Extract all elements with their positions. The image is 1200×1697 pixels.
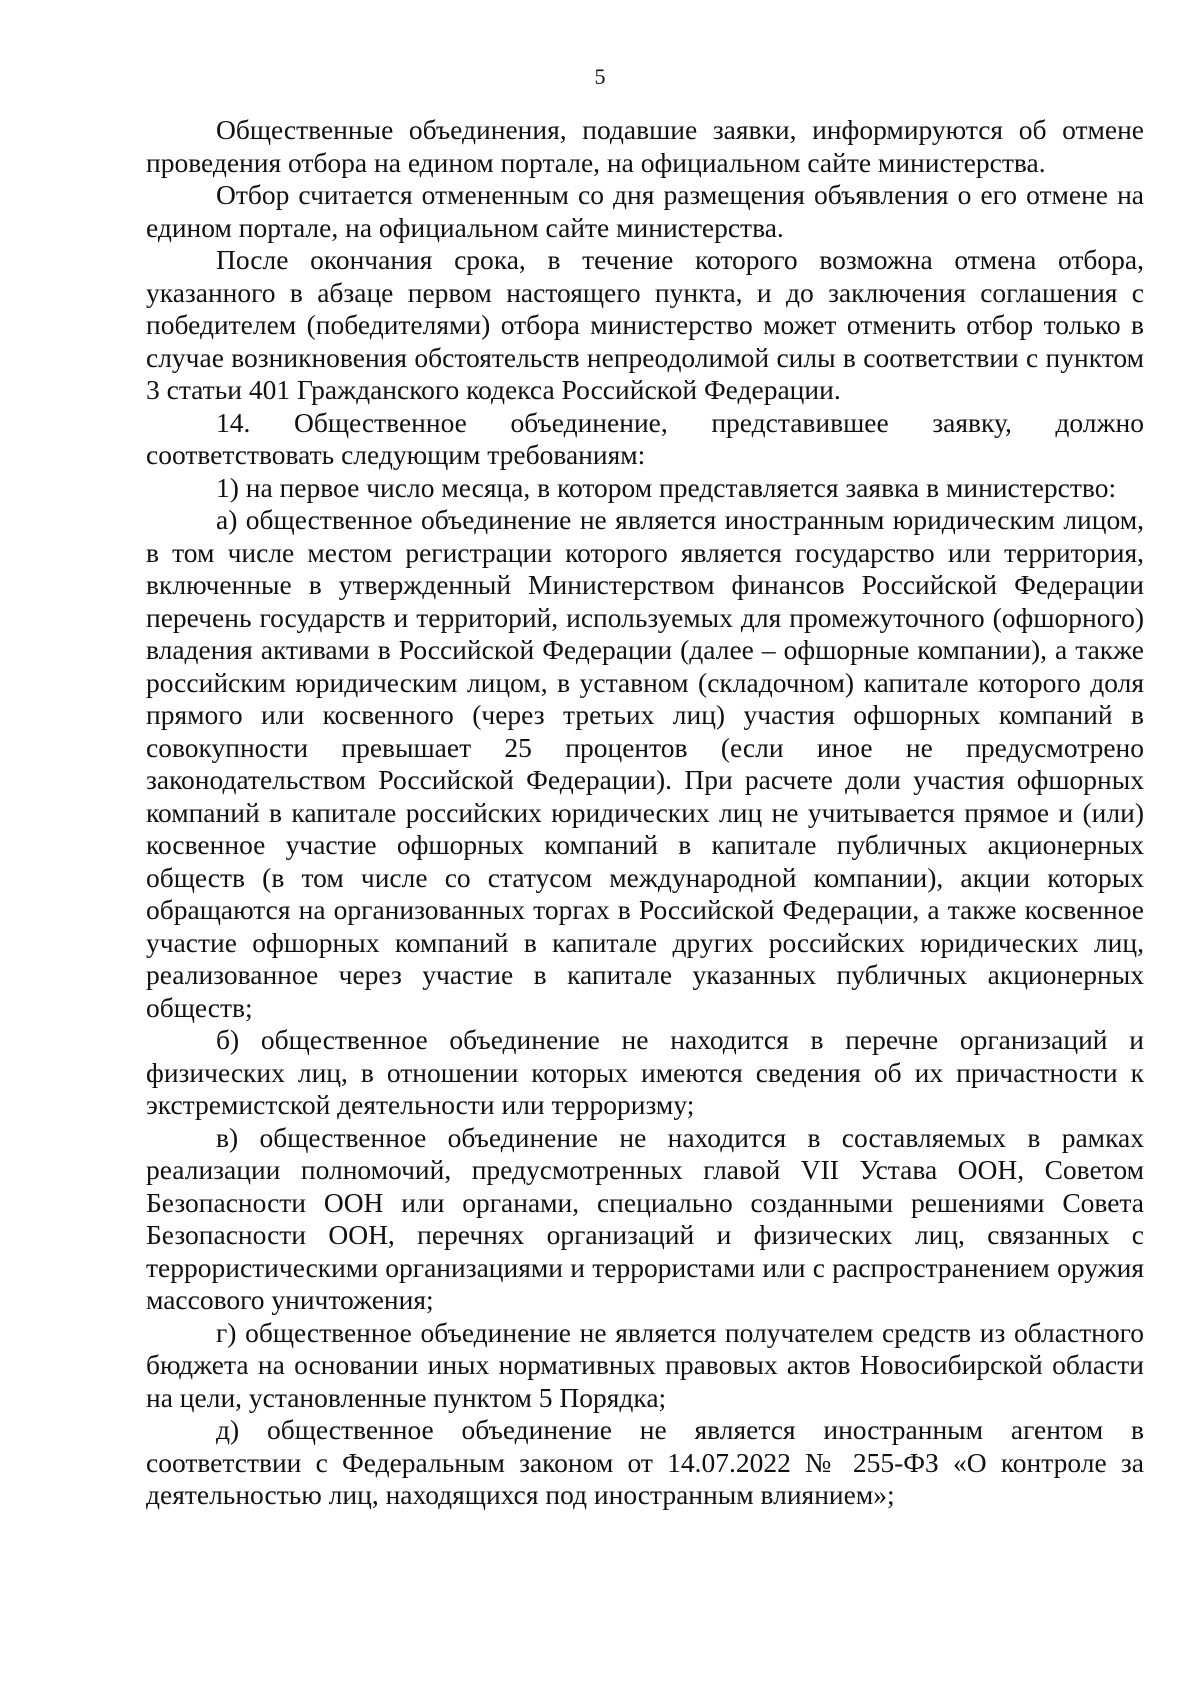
- paragraph-subitem-g: г) общественное объединение не является получателем средств из областного бюджета на основании иных нормативных правовых актов Новосибирской области на цели, установленные пунктом 5 Порядка;: [146, 1316, 1144, 1413]
- paragraph-subitem-b: б) общественное объединение не находится в перечне организаций и физических лиц, в отношении которых имеются сведения об их причастности к экстремистской деятельности или терроризму;: [146, 1024, 1144, 1120]
- paragraph-subitem-1: 1) на первое число месяца, в котором представляется заявка в министерство:: [216, 471, 1117, 503]
- paragraph-notice-cancellation: Общественные объединения, подавшие заявки, информируются об отмене проведения отбора на едином портале, на официальном сайте министерства.: [146, 114, 1144, 178]
- paragraph-item-14: 14. Общественное объединение, представившее заявку, должно соответствовать следующим требованиям:: [146, 406, 1144, 470]
- paragraph-selection-cancelled: Отбор считается отмененным со дня размещения объявления о его отмене на едином портале, на официальном сайте министерства.: [146, 179, 1144, 243]
- paragraph-force-majeure: После окончания срока, в течение которого возможна отмена отбора, указанного в абзаце первом настоящего пункта, и до заключения соглашения с победителем (победителями) отбора министерство может отменить отбор только в случае возникновения обстоятельств непреодолимой силы в соответствии с пунктом 3 статьи 401 Гражданского кодекса Российской Федерации.: [146, 244, 1144, 405]
- document-body: [146, 114, 1144, 1512]
- page-number: 5: [594, 64, 606, 89]
- paragraph-subitem-v: в) общественное объединение не находится в составляемых в рамках реализации полномочий, предусмотренных главой VII Устава ООН, Советом Безопасности ООН или органами, специально созданными решениями Совета Безопасности ООН, перечнях организаций и физических лиц, связанных с террористическими организациями и террористами или с распространением оружия массового уничтожения;: [146, 1121, 1144, 1315]
- paragraph-subitem-d: д) общественное объединение не является иностранным агентом в соответствии с Федеральным законом от 14.07.2022 № 255-ФЗ «О контроле за деятельностью лиц, находящихся под иностранным влиянием»;: [146, 1414, 1144, 1510]
- paragraph-subitem-a: а) общественное объединение не является иностранным юридическим лицом, в том числе местом регистрации которого является государство или территория, включенные в утвержденный Министерством финансов Российской Федерации перечень государств и территорий, используемых для промежуточного (офшорного) владения активами в Российской Федерации (далее – офшорные компании), а также российским юридическим лицом, в уставном (складочном) капитале которого доля прямого или косвенного (через третьих лиц) участия офшорных компаний в совокупности превышает 25 процентов (если иное не предусмотрено законодательством Российской Федерации). При расчете доли участия офшорных компаний в капитале российских юридических лиц не учитывается прямое и (или) косвенное участие офшорных компаний в капитале публичных акционерных обществ (в том числе со статусом международной компании), акции которых обращаются на организованных торгах в Российской Федерации, а также косвенное участие офшорных компаний в капитале других российских юридических лиц, реализованное через участие в капитале указанных публичных акционерных обществ;: [146, 504, 1144, 1023]
